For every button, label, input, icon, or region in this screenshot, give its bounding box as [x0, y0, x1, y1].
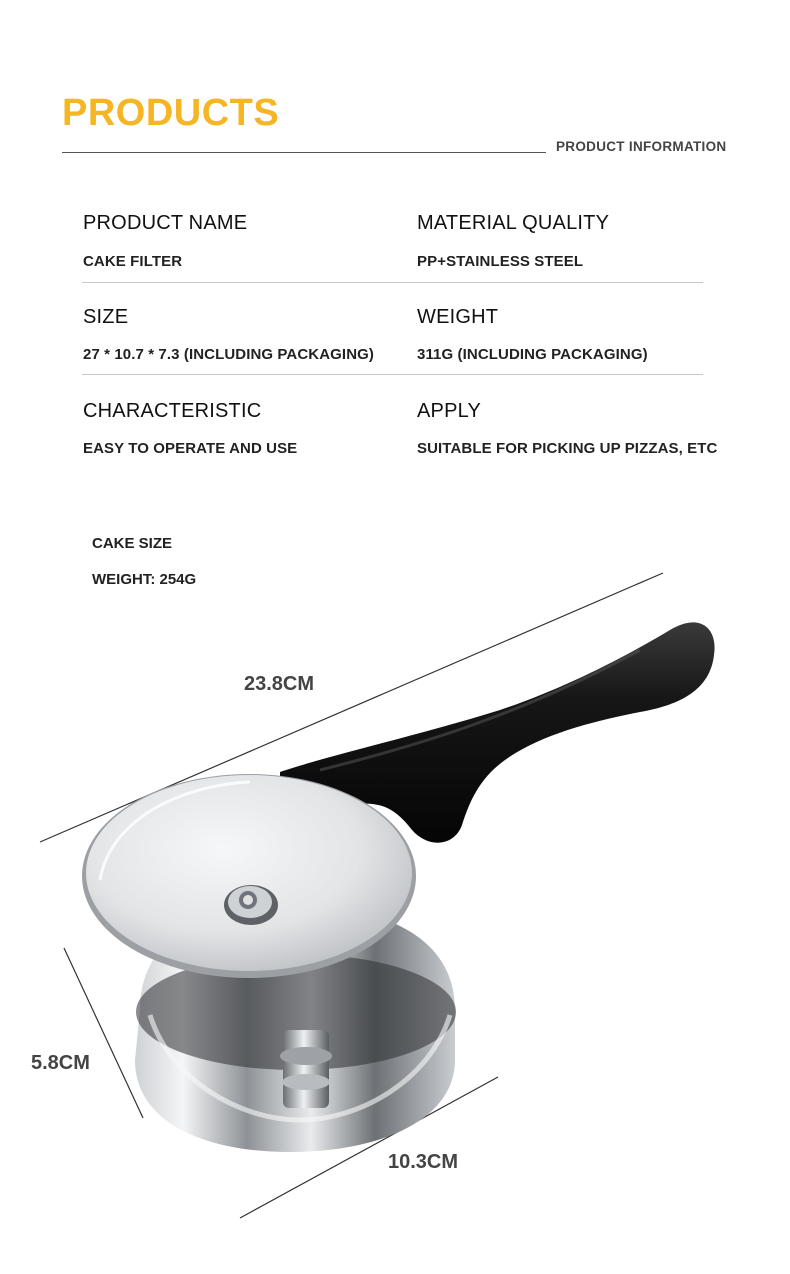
height-label: 5.8CM: [31, 1052, 90, 1074]
spec-label-weight: WEIGHT: [417, 306, 499, 328]
page-title: PRODUCTS: [62, 92, 280, 134]
spec-label-size: SIZE: [83, 306, 129, 328]
spec-row-divider: [82, 374, 703, 375]
weight-caption: WEIGHT: 254G: [92, 571, 197, 588]
spec-row-divider: [82, 282, 703, 283]
height-dimension-line: [64, 948, 143, 1118]
spec-value-material: PP+STAINLESS STEEL: [417, 253, 584, 270]
spec-value-characteristic: EASY TO OPERATE AND USE: [83, 440, 298, 457]
diameter-label: 10.3CM: [388, 1151, 459, 1173]
spec-value-apply: SUITABLE FOR PICKING UP PIZZAS, ETC: [417, 440, 718, 457]
spec-value-product-name: CAKE FILTER: [83, 253, 183, 270]
cake-size-caption: CAKE SIZE: [92, 535, 173, 552]
section-subtitle: PRODUCT INFORMATION: [556, 139, 727, 154]
spec-label-material: MATERIAL QUALITY: [417, 212, 610, 234]
spec-label-characteristic: CHARACTERISTIC: [83, 400, 262, 422]
header-divider: [62, 152, 546, 153]
spec-label-apply: APPLY: [417, 400, 481, 422]
spec-label-product-name: PRODUCT NAME: [83, 212, 248, 234]
blade-shaft: [283, 1030, 329, 1108]
spec-value-size: 27 * 10.7 * 7.3 (INCLUDING PACKAGING): [83, 346, 374, 363]
length-label: 23.8CM: [244, 673, 315, 695]
cutting-wheel: [82, 774, 416, 978]
spec-value-weight: 311G (INCLUDING PACKAGING): [417, 346, 648, 363]
center-bolt-icon: [224, 885, 278, 925]
